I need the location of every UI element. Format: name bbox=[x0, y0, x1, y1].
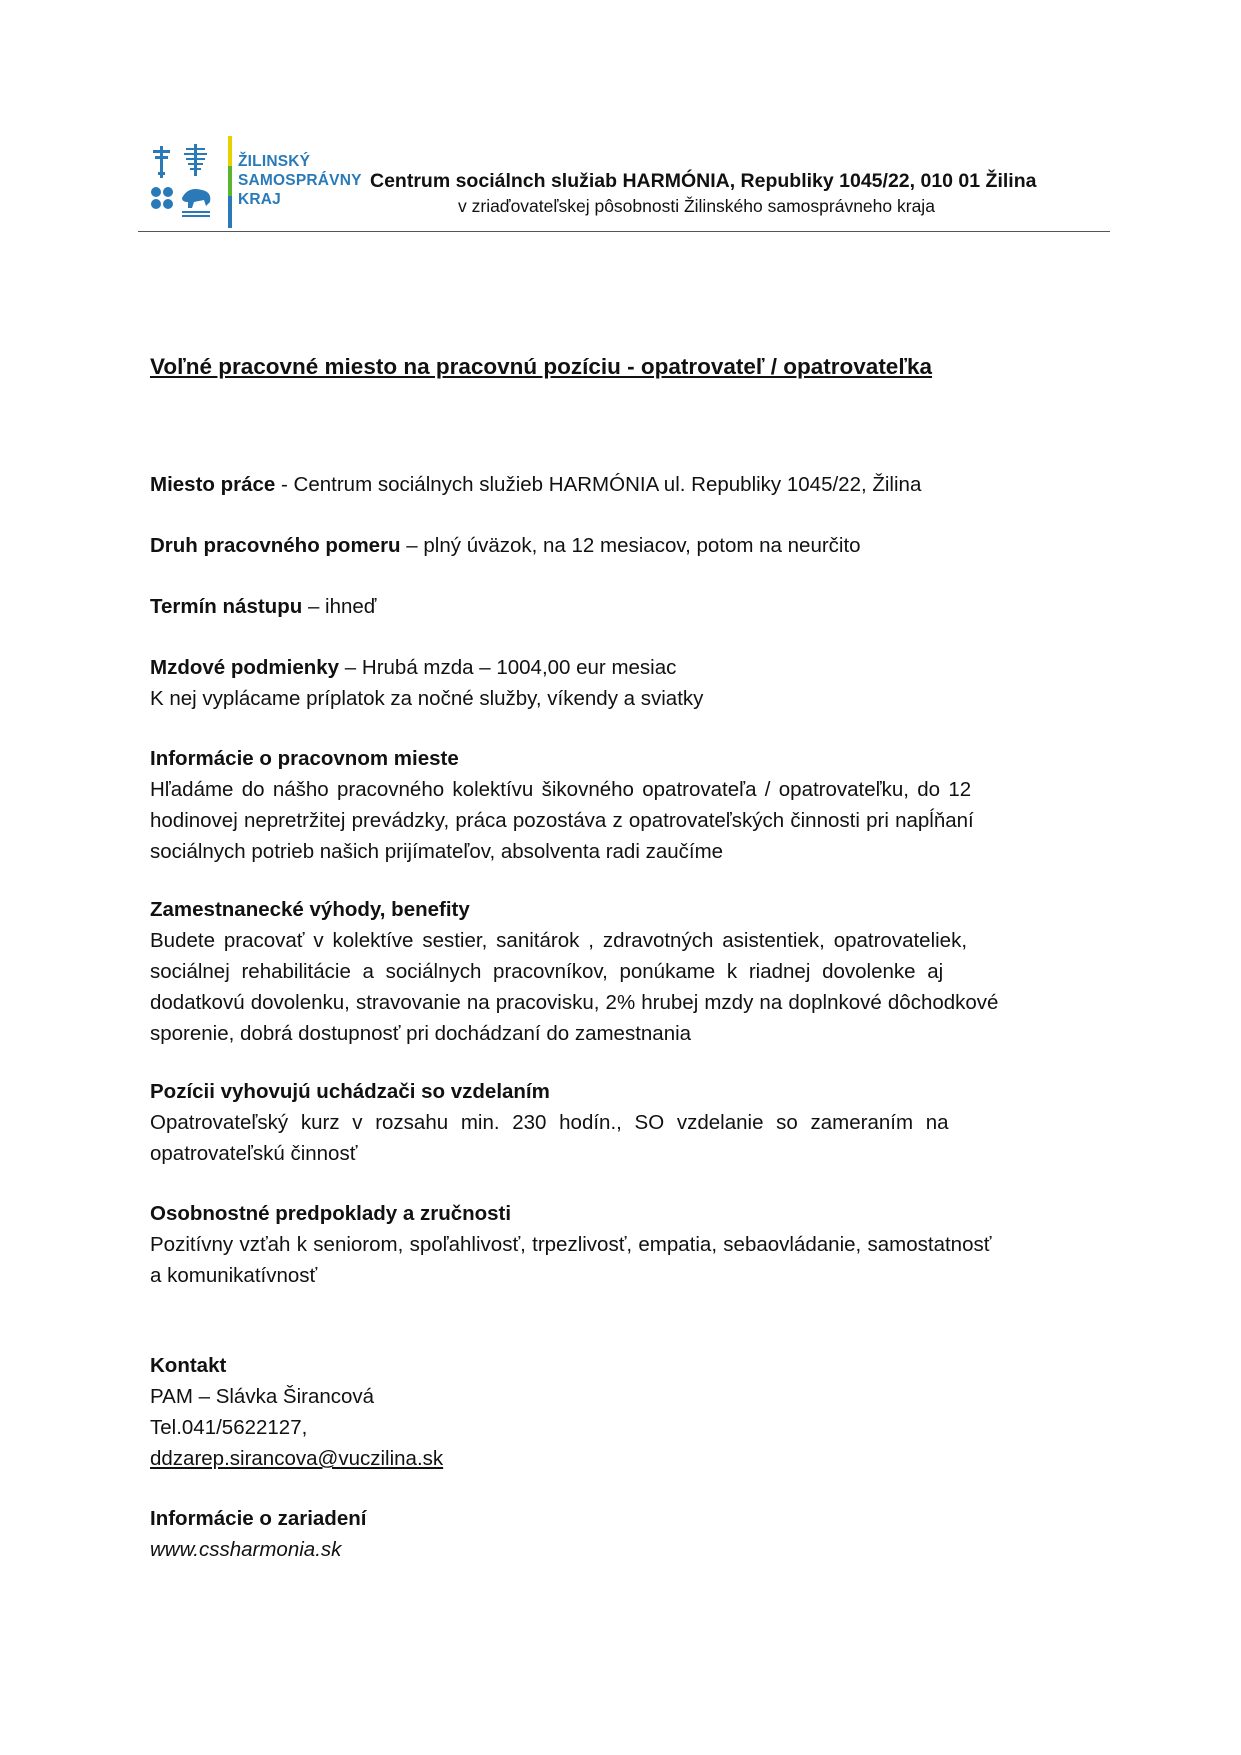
education-section bbox=[150, 1076, 1100, 1169]
facility-website-link[interactable]: www.cssharmonia.sk bbox=[150, 1538, 342, 1561]
start-date-value: – ihneď bbox=[302, 595, 377, 618]
education-heading: Pozícii vyhovujú uchádzači so vzdelaním bbox=[150, 1080, 550, 1103]
benefits-line: sporenie, dobrá dostupnosť pri dochádzaní do zamestnania bbox=[150, 1022, 692, 1045]
benefits-section bbox=[150, 894, 1100, 1049]
header-divider bbox=[138, 231, 1110, 232]
skills-section bbox=[150, 1198, 1100, 1291]
facility-section bbox=[150, 1503, 1100, 1565]
start-date-row bbox=[150, 591, 1100, 622]
contact-heading: Kontakt bbox=[150, 1354, 227, 1377]
page-title: Voľné pracovné miesto na pracovnú pozíciu - opatrovateľ / opatrovateľka bbox=[150, 354, 933, 379]
workplace-label: Miesto práce bbox=[150, 473, 276, 496]
job-info-heading: Informácie o pracovnom mieste bbox=[150, 747, 459, 770]
header-title: Centrum sociálnch služiab HARMÓNIA, Republiky 1045/22, 010 01 Žilina bbox=[370, 170, 1037, 192]
logo-line-3: KRAJ bbox=[238, 191, 282, 208]
salary-value: – Hrubá mzda – 1004,00 eur mesiac bbox=[339, 656, 677, 679]
logo-line-2: SAMOSPRÁVNY bbox=[238, 172, 362, 189]
job-info-line: sociálnych potrieb našich prijímateľov, absolventa radi zaučíme bbox=[150, 840, 724, 863]
benefits-line: Budete pracovať v kolektíve sestier, sanitárok , zdravotných asistentiek, opatrovateliek, bbox=[150, 929, 968, 952]
employment-type-value: – plný úväzok, na 12 mesiacov, potom na neurčito bbox=[400, 534, 861, 557]
workplace-row bbox=[150, 469, 1100, 500]
salary-label: Mzdové podmienky bbox=[150, 656, 340, 679]
salary-section bbox=[150, 652, 1100, 714]
benefits-line: dodatkovú dovolenku, stravovanie na pracovisku, 2% hrubej mzdy na doplnkové dôchodkové bbox=[150, 991, 999, 1014]
education-line: opatrovateľskú činnosť bbox=[150, 1142, 358, 1165]
contact-email-link[interactable]: ddzarep.sirancova@vuczilina.sk bbox=[150, 1447, 444, 1470]
coat-of-arms-icon bbox=[148, 136, 238, 228]
skills-line: a komunikatívnosť bbox=[150, 1264, 318, 1287]
contact-section bbox=[150, 1350, 1100, 1474]
header-subtitle: v zriaďovateľskej pôsobnosti Žilinského samosprávneho kraja bbox=[458, 196, 935, 216]
logo-wordmark bbox=[238, 152, 362, 209]
workplace-value: - Centrum sociálnych služieb HARMÓNIA ul. Republiky 1045/22, Žilina bbox=[275, 473, 922, 496]
employment-type-label: Druh pracovného pomeru bbox=[150, 534, 401, 557]
job-info-section bbox=[150, 743, 1100, 867]
job-info-line: hodinovej nepretržitej prevádzky, práca pozostáva z opatrovateľských činnosti pri napĺňaní bbox=[150, 809, 974, 832]
skills-line: Pozitívny vzťah k seniorom, spoľahlivosť, trpezlivosť, empatia, sebaovládanie, samostatnosť bbox=[150, 1233, 992, 1256]
start-date-label: Termín nástupu bbox=[150, 595, 303, 618]
benefits-heading: Zamestnanecké výhody, benefity bbox=[150, 898, 470, 921]
employment-type-row bbox=[150, 530, 1100, 561]
contact-name: PAM – Slávka Širancová bbox=[150, 1385, 375, 1408]
logo-line-1: ŽILINSKÝ bbox=[238, 153, 311, 170]
job-info-line: Hľadáme do nášho pracovného kolektívu šikovného opatrovateľa / opatrovateľku, do 12 bbox=[150, 778, 972, 801]
skills-heading: Osobnostné predpoklady a zručnosti bbox=[150, 1202, 512, 1225]
benefits-line: sociálnej rehabilitácie a sociálnych pracovníkov, ponúkame k riadnej dovolenke aj bbox=[150, 960, 944, 983]
zsk-logo bbox=[148, 136, 362, 228]
facility-heading: Informácie o zariadení bbox=[150, 1507, 367, 1530]
education-line: Opatrovateľský kurz v rozsahu min. 230 hodín., SO vzdelanie so zameraním na bbox=[150, 1111, 949, 1134]
contact-phone: Tel.041/5622127, bbox=[150, 1416, 308, 1439]
salary-note: K nej vyplácame príplatok za nočné služby, víkendy a sviatky bbox=[150, 687, 704, 710]
